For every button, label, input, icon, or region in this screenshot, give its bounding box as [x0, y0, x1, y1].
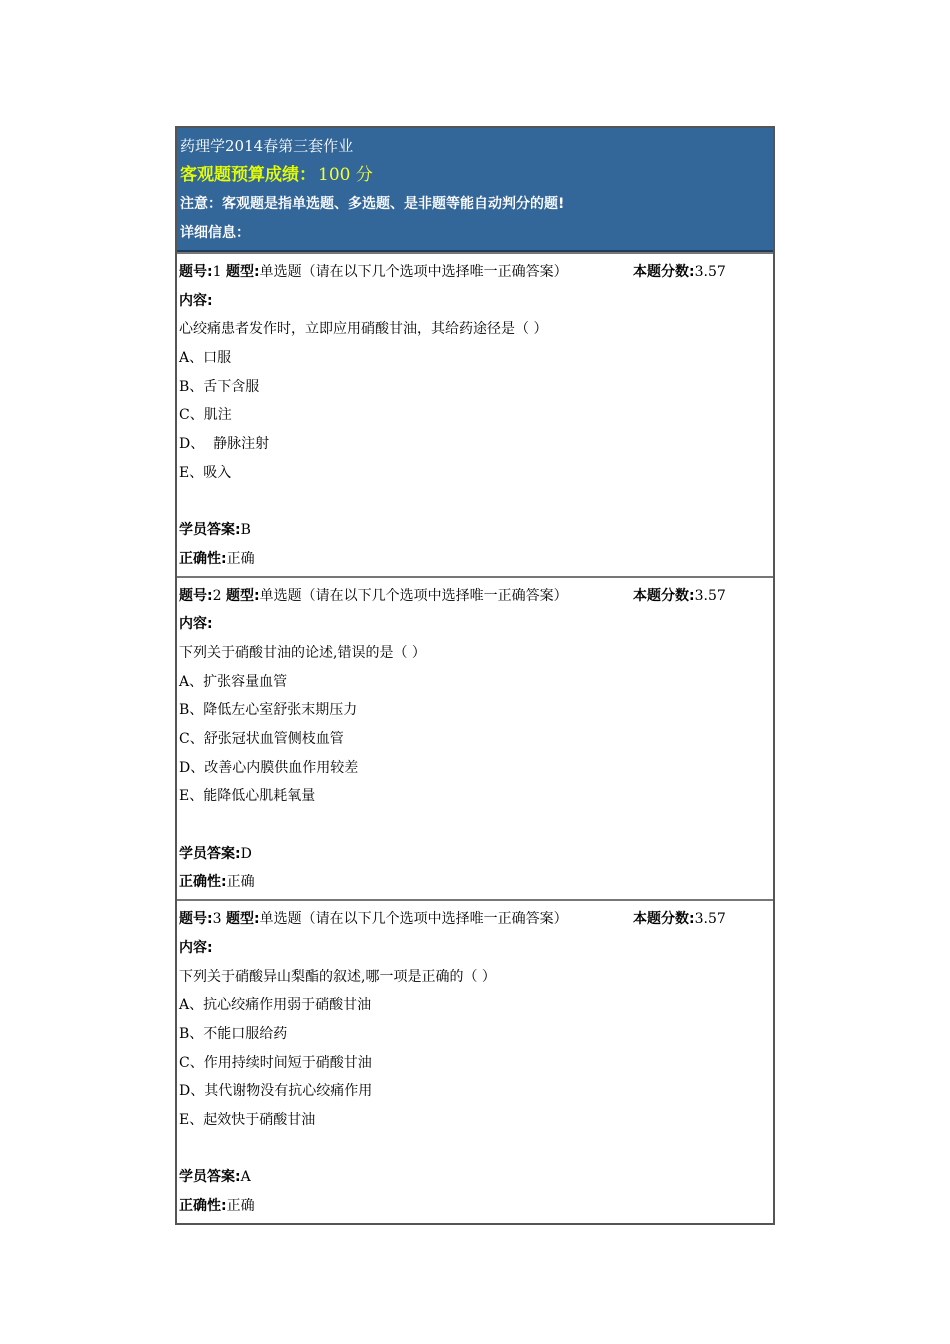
objective-note: 注意：客观题是指单选题、多选题、是非题等能自动判分的题!: [180, 196, 565, 212]
option-b: B、不能口服给药: [179, 1025, 288, 1042]
answer-label: 学员答案: [179, 1169, 235, 1186]
answer-label: 学员答案: [179, 522, 235, 539]
content-label: 内容:: [179, 292, 213, 309]
content-label: 内容:: [179, 939, 213, 956]
detail-label: 详细信息：: [180, 225, 250, 241]
question-type: 单选题（请在以下几个选项中选择唯一正确答案）: [259, 911, 568, 928]
type-label: 题型: [225, 911, 254, 928]
question-number: 2: [212, 587, 222, 604]
correctness-value: 正确: [226, 550, 255, 567]
number-label: 题号: [179, 264, 207, 280]
points-label: 本题分数: [633, 911, 689, 928]
option-c: C、舒张冠状血管侧枝血管: [179, 731, 344, 747]
correctness: 正确性:正确: [179, 550, 255, 567]
option-e: E、吸入: [179, 464, 232, 481]
correctness: 正确性:正确: [179, 1198, 255, 1214]
answer-label: 学员答案: [179, 845, 235, 862]
assignment-sheet: [175, 126, 775, 1225]
question-number: 1: [212, 264, 222, 280]
option-a: A、扩张容量血管: [179, 673, 288, 690]
answer-value: A: [240, 1169, 251, 1186]
option-d: D、 静脉注射: [179, 436, 270, 453]
correctness-label: 正确性: [179, 874, 221, 891]
question-meta: 题号:1 题型:单选题（请在以下几个选项中选择唯一正确答案） 本题分数:3.57: [179, 264, 726, 280]
question-points: 3.57: [694, 587, 726, 604]
number-label: 题号: [179, 587, 207, 604]
question-meta: 题号:2 题型:单选题（请在以下几个选项中选择唯一正确答案） 本题分数:3.57: [179, 587, 726, 604]
score-summary: [180, 161, 773, 190]
question-points: 3.57: [694, 264, 726, 280]
score-label: 客观题预算成绩：: [180, 165, 316, 185]
option-c: C、作用持续时间短于硝酸甘油: [179, 1054, 372, 1071]
question-number: 3: [212, 911, 222, 928]
score-value: 100 分: [318, 165, 373, 185]
option-b: B、降低左心室舒张末期压力: [179, 702, 358, 719]
option-a: A、口服: [179, 350, 232, 367]
correctness-label: 正确性: [179, 550, 221, 567]
question-type: 单选题（请在以下几个选项中选择唯一正确答案）: [259, 264, 568, 280]
type-label: 题型: [225, 587, 254, 604]
content-label: 内容:: [179, 616, 213, 633]
question-stem: 下列关于硝酸甘油的论述,错误的是（ ）: [179, 644, 426, 661]
number-label: 题号: [179, 911, 207, 928]
correctness-value: 正确: [226, 874, 255, 891]
assignment-header: [177, 128, 773, 252]
option-e: E、起效快于硝酸甘油: [179, 1111, 316, 1128]
question-block: [177, 252, 773, 576]
question-points: 3.57: [694, 911, 726, 928]
question-block: [177, 899, 773, 1223]
option-d: D、改善心内膜供血作用较差: [179, 759, 359, 776]
student-answer: 学员答案:A: [179, 1169, 251, 1186]
points-label: 本题分数: [633, 264, 689, 280]
option-d: D、其代谢物没有抗心绞痛作用: [179, 1083, 373, 1100]
question-stem: 下列关于硝酸异山梨酯的叙述,哪一项是正确的（ ）: [179, 968, 496, 985]
question-block: [177, 576, 773, 900]
option-c: C、肌注: [179, 407, 232, 424]
correctness-label: 正确性: [179, 1198, 221, 1214]
answer-value: D: [240, 845, 252, 862]
student-answer: 学员答案:D: [179, 845, 252, 862]
question-stem: 心绞痛患者发作时，立即应用硝酸甘油，其给药途径是（ ）: [179, 321, 548, 338]
question-type: 单选题（请在以下几个选项中选择唯一正确答案）: [259, 587, 568, 604]
option-b: B、舌下含服: [179, 378, 260, 395]
option-e: E、能降低心肌耗氧量: [179, 788, 316, 805]
answer-value: B: [240, 522, 251, 539]
option-a: A、抗心绞痛作用弱于硝酸甘油: [179, 997, 372, 1014]
question-meta: 题号:3 题型:单选题（请在以下几个选项中选择唯一正确答案） 本题分数:3.57: [179, 911, 726, 928]
type-label: 题型: [225, 264, 254, 280]
correctness: 正确性:正确: [179, 874, 255, 891]
points-label: 本题分数: [633, 587, 689, 604]
assignment-title: 药理学2014春第三套作业: [180, 137, 354, 155]
correctness-value: 正确: [226, 1198, 255, 1214]
student-answer: 学员答案:B: [179, 522, 251, 539]
